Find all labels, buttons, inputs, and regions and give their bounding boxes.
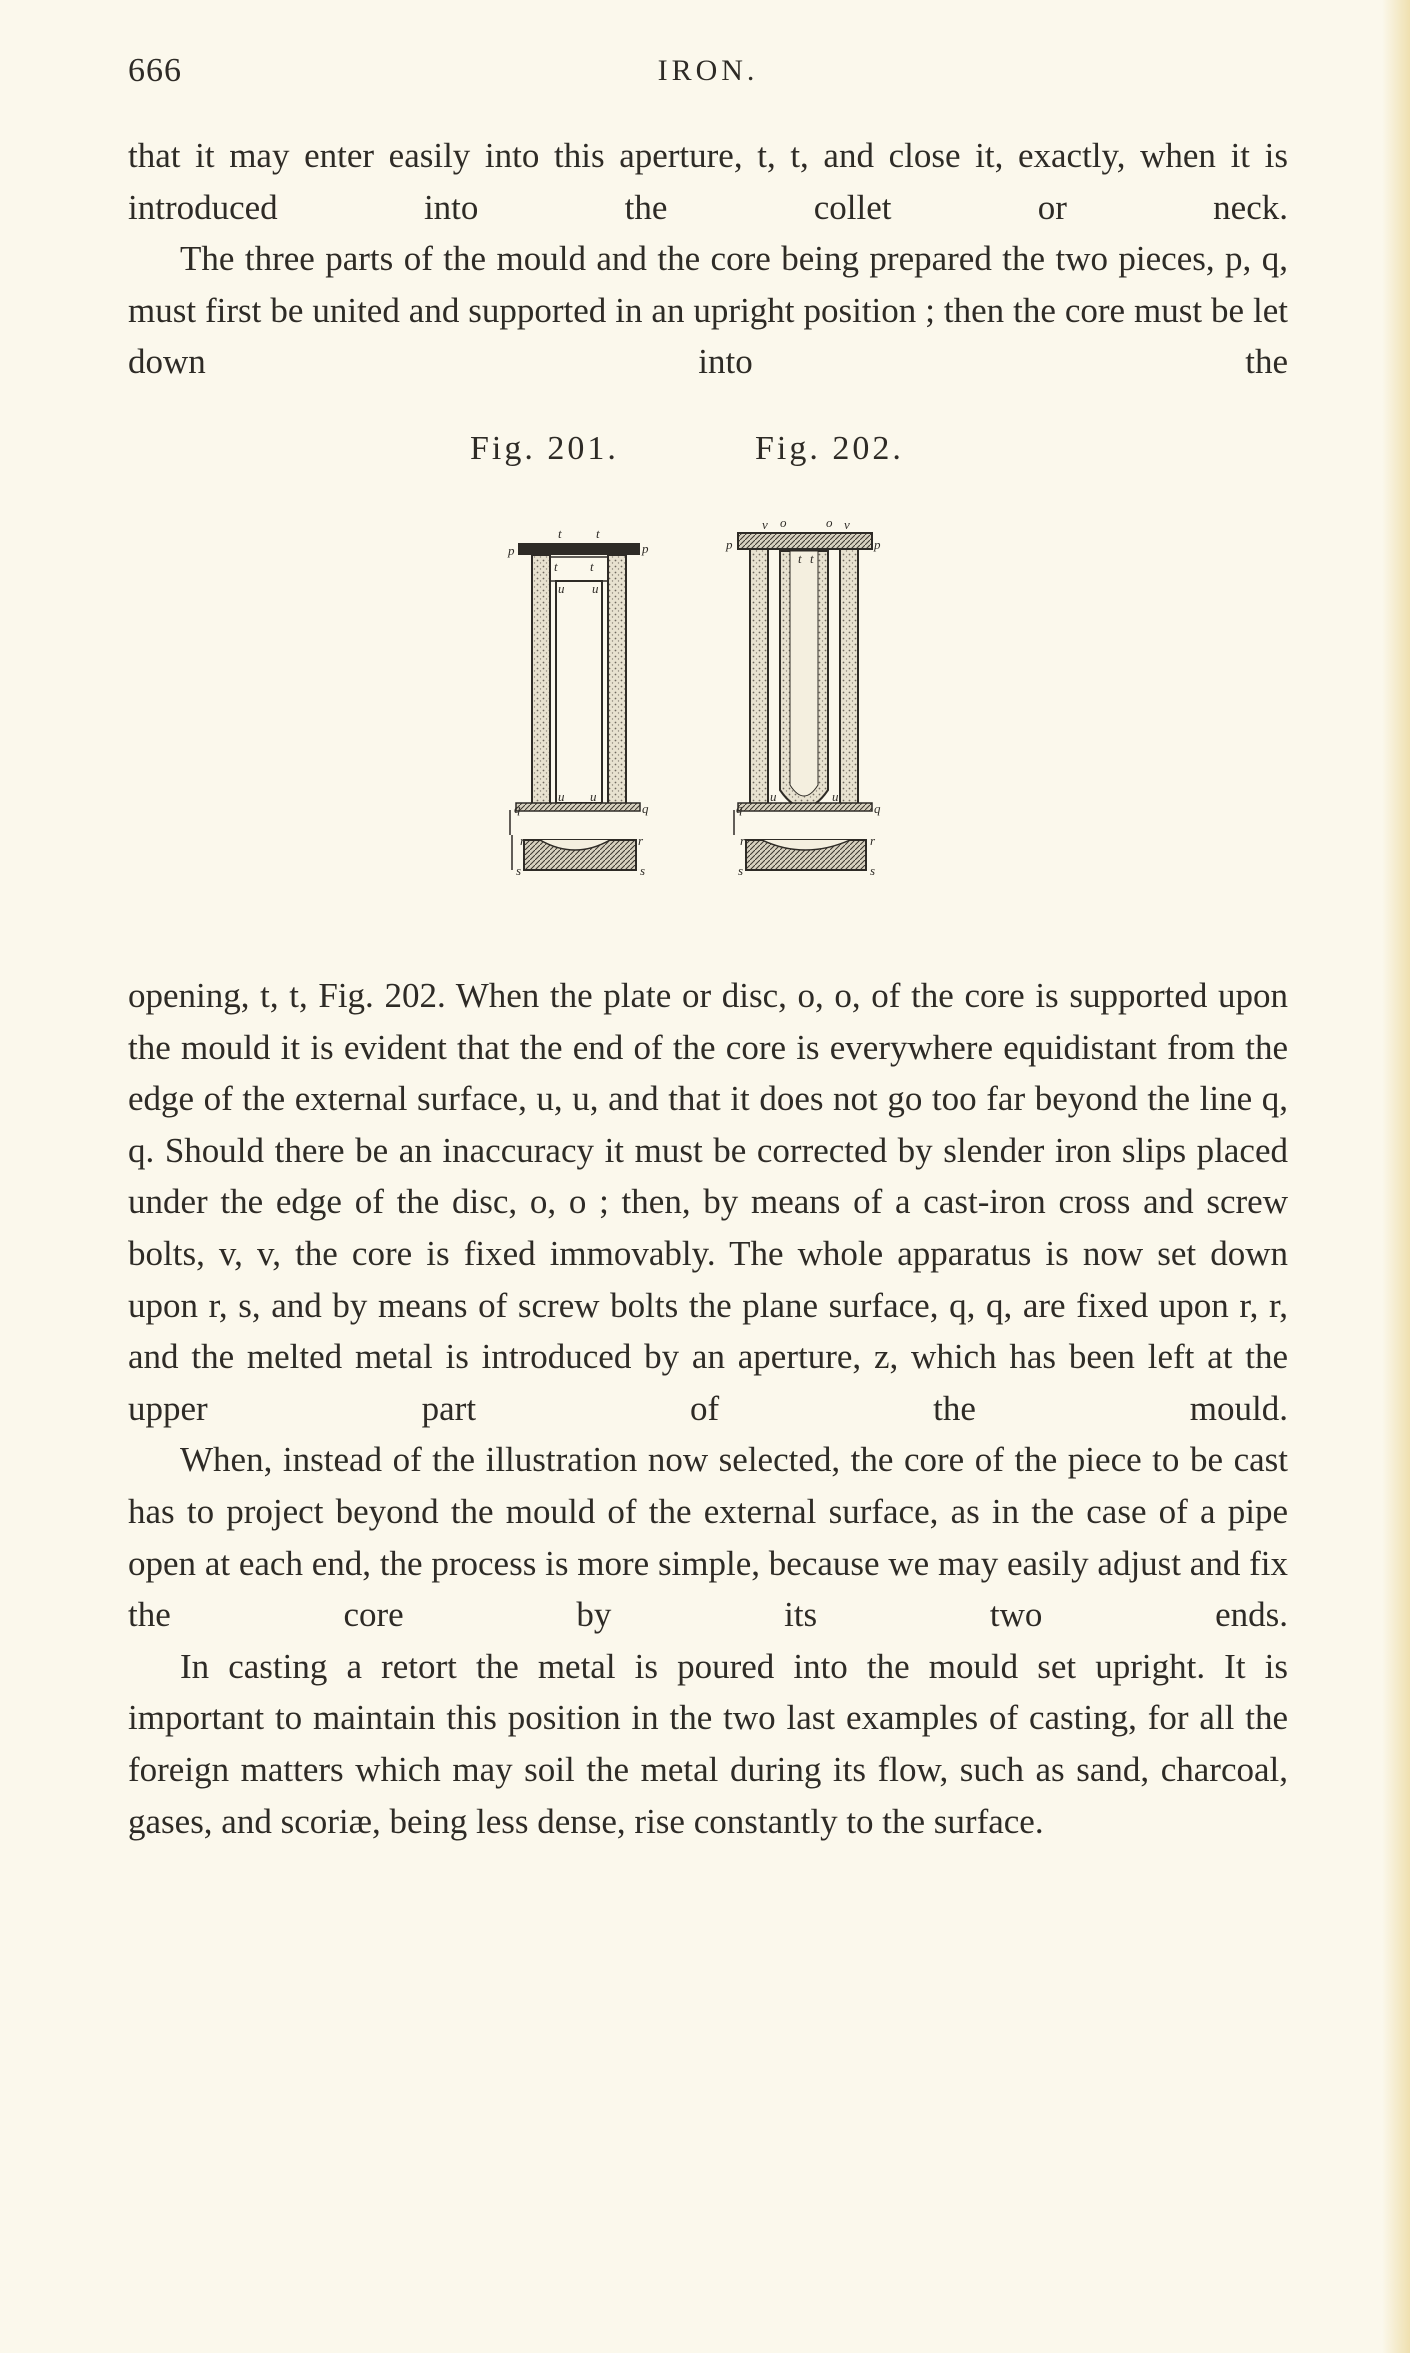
running-head: IRON. xyxy=(657,54,759,87)
label-p: p xyxy=(874,537,881,552)
label-r: r xyxy=(638,833,644,848)
label-t: t xyxy=(590,559,594,574)
label-u: u xyxy=(592,581,599,596)
figure-caption-202: Fig. 202. xyxy=(755,430,904,467)
label-q: q xyxy=(514,801,521,816)
label-r: r xyxy=(870,833,876,848)
label-o: o xyxy=(780,515,787,530)
paragraph: that it may enter easily into this aperture, t, t, and close it, exactly, when it is introduced into the collet or neck. xyxy=(128,136,1288,227)
label-s: s xyxy=(516,863,522,878)
label-o: o xyxy=(826,515,833,530)
figure-202-drawing xyxy=(725,515,881,878)
mould-figures-illustration xyxy=(500,505,940,965)
label-u: u xyxy=(590,789,597,804)
label-s: s xyxy=(640,863,646,878)
page-edge-shadow xyxy=(1382,0,1410,2353)
text-block-bottom xyxy=(128,970,1288,1847)
text-block-top xyxy=(128,130,1288,388)
page-number: 666 xyxy=(128,52,182,89)
paragraph: The three parts of the mould and the core being prepared the two pieces, p, q, must first be united and supported in an upright position ; then the core must be let down into the xyxy=(128,239,1288,382)
figure-caption-201: Fig. 201. xyxy=(470,430,619,467)
label-u: u xyxy=(558,789,565,804)
label-r: r xyxy=(740,833,746,848)
label-t: t xyxy=(554,559,558,574)
label-v: v xyxy=(844,517,850,532)
paragraph: When, instead of the illustration now selected, the core of the piece to be cast has to project beyond the mould of the external surface, as in the case of a pipe open at each end, the process is more simple, because we may easily adjust and fix the core by its two ends. xyxy=(128,1440,1288,1635)
label-t: t xyxy=(810,551,814,566)
label-p: p xyxy=(508,543,515,558)
label-q: q xyxy=(642,801,649,816)
label-s: s xyxy=(738,863,744,878)
figure-201-drawing xyxy=(507,526,649,878)
label-t: t xyxy=(798,551,802,566)
label-q: q xyxy=(736,801,743,816)
label-u: u xyxy=(770,789,777,804)
label-t: t xyxy=(558,526,562,541)
label-r: r xyxy=(520,833,526,848)
label-u: u xyxy=(832,789,839,804)
label-t: t xyxy=(596,526,600,541)
label-q: q xyxy=(874,801,881,816)
paragraph: opening, t, t, Fig. 202. When the plate or disc, o, o, of the core is supported upon the mould it is evident that the end of the core is everywhere equidistant from the edge of the external surface, u, u, and that it does not go too far beyond the line q, q. Should there be an inaccuracy it must be corrected by slender iron slips placed under the edge of the disc, o, o ; then, by means of a cast-iron cross and screw bolts, v, v, the core is fixed immovably. The whole apparatus is now set down upon r, s, and by means of screw bolts the plane surface, q, q, are fixed upon r, r, and the melted metal is introduced by an aperture, z, which has been left at the upper part of the mould. xyxy=(128,976,1288,1428)
paragraph: In casting a retort the metal is poured into the mould set upright. It is important to maintain this position in the two last examples of casting, for all the foreign matters which may soil the metal during its flow, such as sand, charcoal, gases, and scoriæ, being less dense, rise constantly to the surface. xyxy=(128,1646,1288,1841)
label-p: p xyxy=(642,541,649,556)
label-s: s xyxy=(870,863,876,878)
label-u: u xyxy=(558,581,565,596)
label-p: p xyxy=(726,537,733,552)
label-v: v xyxy=(762,517,768,532)
page-header xyxy=(128,52,1288,102)
